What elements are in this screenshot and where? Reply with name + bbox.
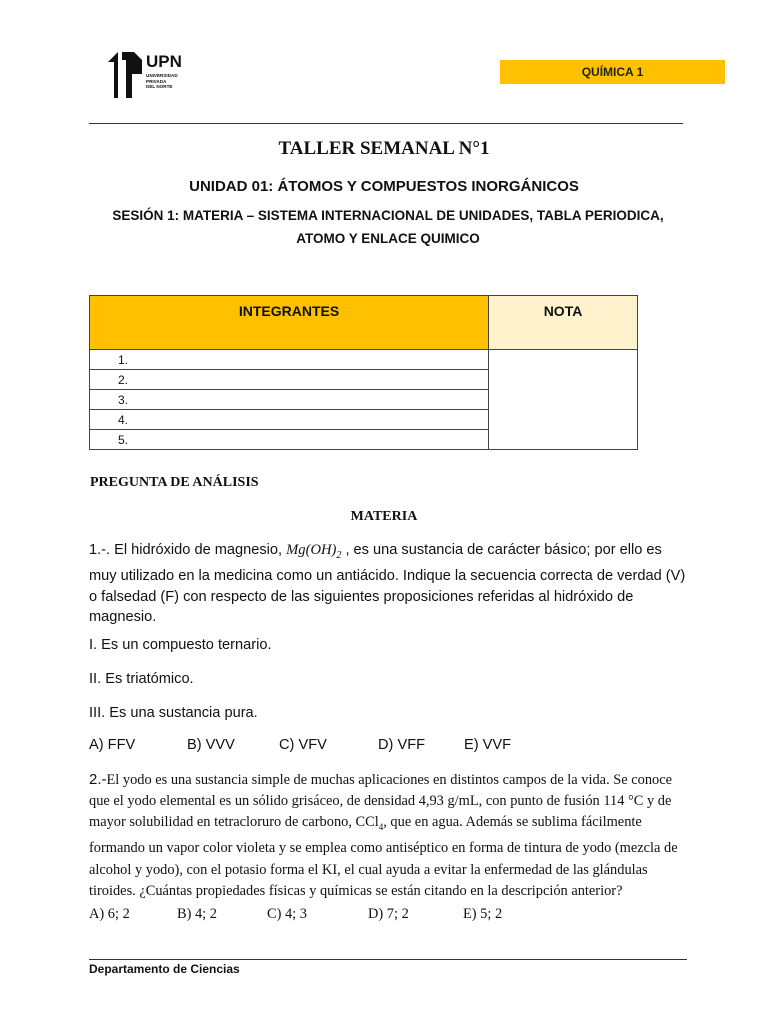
statement-1: I. Es un compuesto ternario. [89,637,272,653]
analysis-subheading: MATERIA [350,509,418,524]
statement-2: II. Es triatómico. [89,671,194,687]
option-c[interactable]: C) 4; 3 [267,906,307,922]
member-cell[interactable]: 2. [90,370,489,390]
header-divider [89,123,683,124]
unit-title: UNIDAD 01: ÁTOMOS Y COMPUESTOS INORGÁNICOS [189,178,579,195]
table-header-row [90,296,638,350]
option-d[interactable]: D) 7; 2 [368,906,409,922]
question-1-text: 1.-. El hidróxido de magnesio, $Mg(OH)_2$ , es una sustancia de carácter básico; por ello es muy utilizado en la medicina como un antiácido. Indique la secuencia correcta de verdad (V) o falsedad (F) con respecto de las siguientes proposiciones referidas al hidróxido de magnesio. [89,542,686,626]
question-2-text: 2.-El yodo es una sustancia simple de muchas aplicaciones en distintos campos de la vida. Se conoce que el yodo elemental es un sólido grisáceo, de densidad 4,93 g/mL, con punto de fusión 114 °C y de mayor solubilidad en tetracloruro de carbono, CCl$_4$, que en agua. Además se sublima fácilmente formando un vapor color violeta y se emplea como antiséptico en forma de tintura de yodo (mezcla de alcohol y yodo), con el potasio forma el KI, el cual ayuda a evitar la enfermedad de las glándulas tiroides. ¿Cuántas propiedades físicas y químicas se están citando en la descripción anterior? [89,771,678,899]
option-a[interactable]: A) 6; 2 [89,906,130,922]
question-1-options [89,737,511,753]
footer-divider [89,959,687,960]
option-e[interactable]: E) VVF [464,737,512,753]
member-cell[interactable]: 5. [90,430,489,450]
session-title: SESIÓN 1: MATERIA – SISTEMA INTERNACIONAL DE UNIDADES, TABLA PERIODICA, ATOMO Y ENLACE QUIMICO [112,208,664,246]
analysis-heading: PREGUNTA DE ANÁLISIS [90,475,259,490]
question-2-options [89,906,502,923]
table-row [90,350,638,370]
option-b[interactable]: B) VVV [187,737,235,753]
option-a[interactable]: A) FFV [89,737,136,753]
option-d[interactable]: D) VFF [378,737,426,753]
option-b[interactable]: B) 4; 2 [177,906,217,922]
logo-text: UPN [146,52,182,71]
header-integrantes: INTEGRANTES [90,296,489,350]
course-label: QUÍMICA 1 [500,60,725,84]
member-cell[interactable]: 4. [90,410,489,430]
option-e[interactable]: E) 5; 2 [463,906,503,922]
member-cell[interactable]: 3. [90,390,489,410]
members-table [89,295,638,450]
statement-3: III. Es una sustancia pura. [89,705,258,721]
logo-subtitle: UNIVERSIDAD PRIVADA DEL NORTE [146,73,178,90]
upn-logo-icon [108,52,144,98]
upn-logo [108,52,198,102]
page-title: TALLER SEMANAL N°1 [278,138,490,159]
option-c[interactable]: C) VFV [279,737,327,753]
header-nota: NOTA [489,296,638,350]
member-cell[interactable]: 1. [90,350,489,370]
footer-text: Departamento de Ciencias [89,962,240,976]
formula: $Mg(OH)_2$ [286,542,342,561]
grade-cell[interactable] [489,350,638,450]
